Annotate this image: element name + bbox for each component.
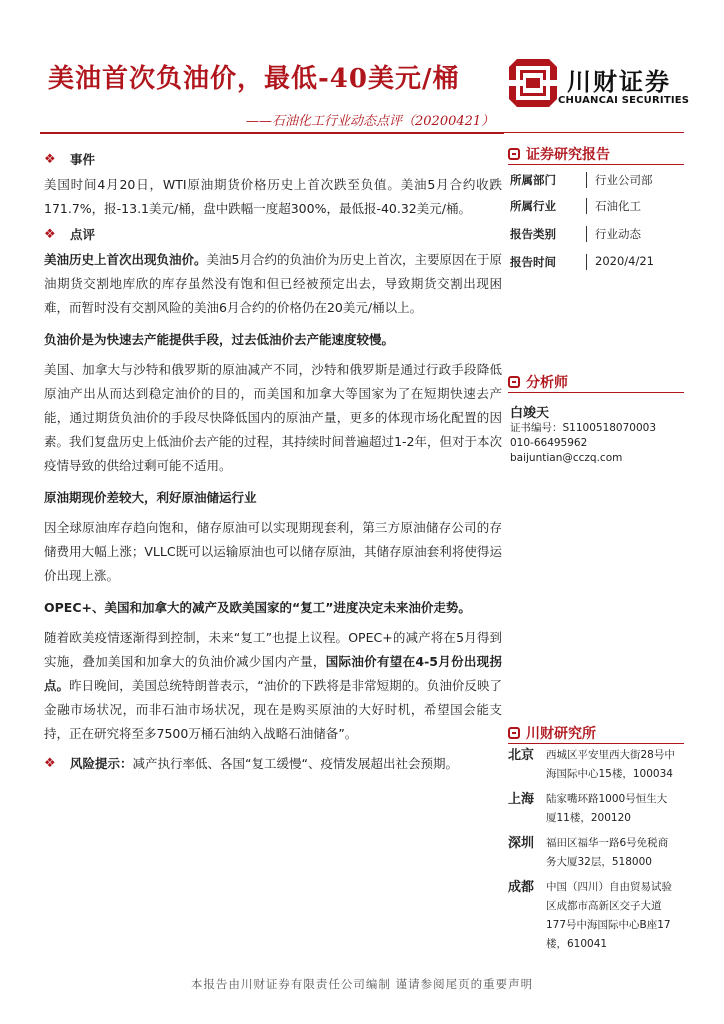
address-text: 陆家嘴环路1000号恒生大厦11楼，200120: [546, 793, 668, 824]
paragraph-3-text: 因全球原油库存趋向饱和，储存原油可以实现期现套利，第三方原油储存公司的存储费用大幅上涨；VLLC既可以运输原油也可以储存原油，其储存原油套利将使得运价出现上涨。: [44, 520, 502, 583]
meta-key: 所属部门: [510, 173, 556, 187]
paragraph-4-title: OPEC+、美国和加拿大的减产及欧美国家的“复工”进度决定未来油价走势。: [44, 600, 471, 615]
meta-row: [510, 254, 654, 270]
brand-name-cn: 川财证券: [567, 68, 671, 96]
sidebar-rule: [508, 164, 684, 165]
comment-heading: [44, 223, 502, 247]
meta-key: 报告时间: [510, 255, 556, 269]
header-rule: [40, 132, 504, 134]
paragraph-3-title: 原油期现价差较大，利好原油储运行业: [44, 490, 257, 505]
header-rule-thin: [504, 132, 684, 133]
address-city: 成都: [508, 880, 535, 895]
paragraph-2-title: 负油价是为快速去产能提供手段，过去低油价去产能速度较慢。: [44, 332, 395, 347]
meta-key: 所属行业: [510, 199, 556, 213]
report-type-label: 证券研究报告: [526, 147, 610, 163]
address-item: [508, 878, 688, 954]
analyst-phone: 010-66495962: [510, 437, 588, 449]
main-column: [44, 146, 502, 776]
meta-row: [510, 172, 653, 188]
page-footer: 本报告由川财证券有限责任公司编制 谨请参阅尾页的重要声明: [190, 977, 534, 991]
brand-logo: [507, 57, 559, 109]
paragraph-2-text: 美国、加拿大与沙特和俄罗斯的原油减产不同，沙特和俄罗斯是通过行政手段降低原油产出从而达到稳定油价的目的，而美国和加拿大等国家为了在短期快速去产能，通过期货负油价的手段尽快降低国内的原油产量，更多的体现市场化配置的因素。我们复盘历史上低油价去产能的过程，其持续时间普遍超过1-2年，但对于本次疫情导致的供给过剩可能不适用。: [44, 362, 502, 473]
event-text: 美国时间4月20日，WTI原油期货价格历史上首次跌至负值。美油5月合约收跌171.7%，报-13.1美元/桶，盘中跌幅一度超300%，最低报-40.32美元/桶。: [44, 177, 502, 216]
address-city: 上海: [508, 792, 535, 807]
section-marker-icon: [508, 376, 520, 388]
institute-heading-label: 川财研究所: [526, 726, 596, 742]
paragraph-1-text: 美油5月合约的负油价为历史上首次，主要原因在于原油期货交割地库欣的库存虽然没有饱和但已经被预定出去，导致期货交割出现困难，而暂时没有交割风险的美油6月合约的价格仍在20美元/桶以上。: [44, 252, 502, 315]
report-type-heading: [508, 144, 610, 164]
analyst-email[interactable]: baijuntian@cczq.com: [510, 452, 623, 464]
address-text: 福田区福华一路6号免税商务大厦32层，518000: [546, 837, 669, 868]
address-city: 北京: [508, 748, 535, 763]
meta-value: 行业公司部: [586, 172, 653, 188]
section-marker-icon: [508, 727, 520, 739]
risk-warning: [44, 752, 502, 776]
address-text: 西城区平安里西大街28号中海国际中心15楼，100034: [546, 749, 675, 780]
diamond-bullet-icon: ❖: [44, 152, 56, 167]
address-item: [508, 746, 688, 784]
sidebar-rule: [508, 392, 684, 393]
address-text: 中国（四川）自由贸易试验区成都市高新区交子大道177号中海国际中心B座17楼，610041: [546, 881, 672, 950]
meta-value: 石油化工: [586, 198, 641, 214]
diamond-bullet-icon: ❖: [44, 227, 56, 242]
meta-row: [510, 198, 641, 214]
paragraph-4-highlight: 国际油价有望在4-5月份出现拐点。: [44, 654, 502, 693]
paragraph-1: [44, 248, 502, 320]
address-item: [508, 834, 688, 872]
meta-key: 报告类别: [510, 227, 556, 241]
sidebar-rule: [508, 743, 684, 744]
analyst-name: 白竣天: [510, 406, 550, 421]
meta-value: 行业动态: [586, 226, 641, 242]
paragraph-4-text-b: 昨日晚间，美国总统特朗普表示，“油价的下跌将是非常短期的。负油价反映了金融市场状况，而非石油市场状况，现在是购买原油的大好时机，希望国会能支持，正在研究将至多7500万桶石油纳入战略石油储备”。: [44, 678, 502, 741]
report-subtitle: ——石油化工行业动态点评（20200421）: [246, 114, 495, 129]
paragraph-4-text-a: 随着欧美疫情逐渐得到控制，未来“复工”也提上议程。OPEC+的减产将在5月得到实施，叠加美国和加拿大的负油价减少国内产量，: [44, 630, 502, 669]
address-city: 深圳: [508, 836, 535, 851]
comment-heading-label: 点评: [70, 227, 96, 242]
analyst-cert: 证书编号：S1100518070003: [510, 422, 657, 434]
diamond-bullet-icon: ❖: [44, 756, 56, 771]
meta-value: 2020/4/21: [586, 254, 654, 270]
analyst-heading: [508, 372, 568, 392]
risk-text: 减产执行率低、各国“复工缓慢“、疫情发展超出社会预期。: [132, 756, 458, 771]
institute-heading: [508, 723, 596, 743]
event-heading-label: 事件: [70, 152, 96, 167]
address-item: [508, 790, 688, 828]
event-heading: [44, 148, 502, 172]
report-title: 美油首次负油价，最低-40美元/桶: [48, 64, 460, 94]
paragraph-1-lead: 美油历史上首次出现负油价。: [44, 252, 207, 267]
analyst-heading-label: 分析师: [526, 375, 568, 391]
address-list: [508, 746, 688, 954]
meta-row: [510, 226, 641, 242]
paragraph-4-text: [44, 626, 502, 746]
brand-name-en: CHUANCAI SECURITIES: [558, 95, 690, 106]
risk-heading: 风险提示：: [70, 756, 133, 771]
section-marker-icon: [508, 148, 520, 160]
